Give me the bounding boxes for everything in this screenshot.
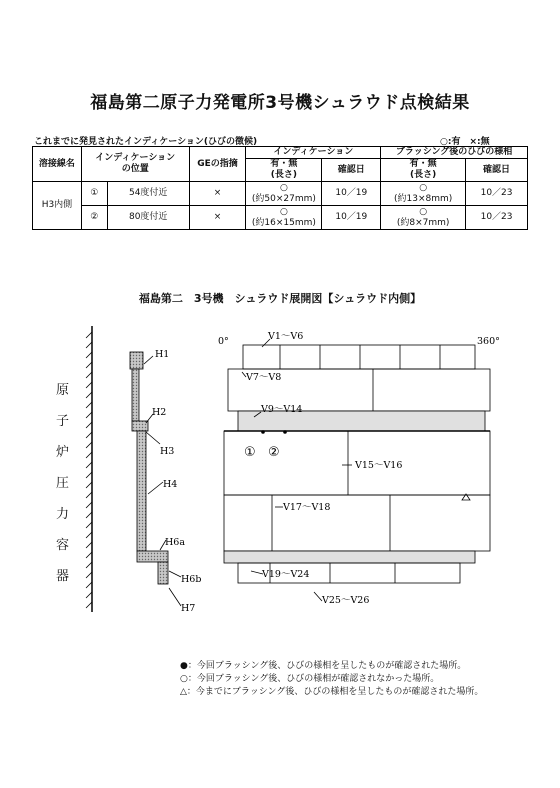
indication-dot-1: [261, 430, 265, 434]
note-triangle: △：今までにブラッシング後、ひびの様相を呈したものが確認された場所。: [180, 687, 484, 697]
row-ind-mark: ○: [279, 206, 288, 217]
panel-label-v15: V15～V16: [355, 460, 403, 471]
row-ind-length: (約16×15mm): [251, 217, 316, 228]
shroud-section: [130, 352, 168, 584]
weld-label-h4: H4: [163, 479, 178, 490]
table-caption: これまでに発見されたインディケーション(ひびの徴候): [34, 137, 258, 147]
header-after-date: 確認日: [466, 159, 528, 182]
row-after-date: 10／23: [466, 182, 528, 206]
marker-2: ②: [268, 445, 280, 460]
row-after-mark: ○: [419, 182, 428, 193]
row-ind-mark: ○: [279, 182, 288, 193]
header-indication: インディケーション: [246, 147, 381, 159]
header-after-brushing: ブラッシング後のひびの様相: [381, 147, 528, 159]
legend-notes: [180, 660, 483, 699]
weld-label-h1: H1: [155, 349, 170, 360]
indication-dot-2: [283, 430, 287, 434]
row-position: 80度付近: [107, 206, 189, 230]
panel-label-v25: V25～V26: [322, 595, 370, 606]
row-after-mark: ○: [419, 206, 428, 217]
note-filled-circle: ●：今回ブラッシング後、ひびの様相を呈したものが確認された場所。: [180, 661, 467, 671]
row-ind-date: 10／19: [322, 182, 381, 206]
row-ge: ×: [189, 182, 246, 206]
page-title: 福島第二原子力発電所3号機シュラウド点検結果: [90, 93, 470, 113]
vessel-wall: [86, 326, 92, 612]
panel-label-v19: V19～V24: [262, 569, 310, 580]
header-ind-present-line2: (長さ): [270, 170, 298, 180]
row-after-date: 10／23: [466, 206, 528, 230]
panel-label-v7: V7～V8: [246, 372, 282, 383]
header-weld: 溶接線名: [33, 147, 82, 182]
row-ge: ×: [189, 206, 246, 230]
row-ind-length: (約50×27mm): [251, 193, 316, 204]
table-legend: ○:有 ×:無: [440, 137, 490, 147]
row-number: ①: [81, 182, 107, 206]
marker-1: ①: [244, 445, 256, 460]
header-after-present-line2: (長さ): [410, 170, 437, 180]
header-position-line2: の位置: [121, 164, 149, 174]
angle-end: 360°: [477, 336, 500, 347]
header-after-present-line1: 有・無: [409, 159, 437, 169]
header-ind-present-line1: 有・無: [270, 159, 298, 169]
panel-label-v9: V9～V14: [261, 404, 303, 415]
header-ge: GEの指摘: [189, 147, 246, 182]
angle-start: 0°: [218, 336, 229, 347]
panel-label-v1: V1～V6: [268, 331, 304, 342]
row-position: 54度付近: [107, 182, 189, 206]
diagram-title: 福島第二 3号機 シュラウド展開図【シュラウド内側】: [138, 292, 422, 305]
weld-label-h7: H7: [181, 603, 196, 614]
row-number: ②: [81, 206, 107, 230]
weld-label-h6b: H6b: [181, 574, 202, 585]
row-ind-date: 10／19: [322, 206, 381, 230]
note-open-circle: ○：今回ブラッシング後、ひびの様相が確認されなかった場所。: [180, 674, 440, 684]
header-ind-date: 確認日: [322, 159, 381, 182]
panel-label-v17: V17～V18: [283, 502, 331, 513]
weld-name: H3内側: [33, 182, 82, 230]
header-position-line1: インディケーション: [95, 153, 176, 163]
row-after-length: (約13×8mm): [394, 193, 453, 204]
weld-label-h6a: H6a: [165, 537, 185, 548]
row-after-length: (約8×7mm): [396, 217, 450, 228]
vessel-label: 原 子 炉 圧 力 容 器: [56, 383, 70, 584]
weld-label-h2: H2: [152, 407, 167, 418]
weld-label-h3: H3: [160, 446, 175, 457]
